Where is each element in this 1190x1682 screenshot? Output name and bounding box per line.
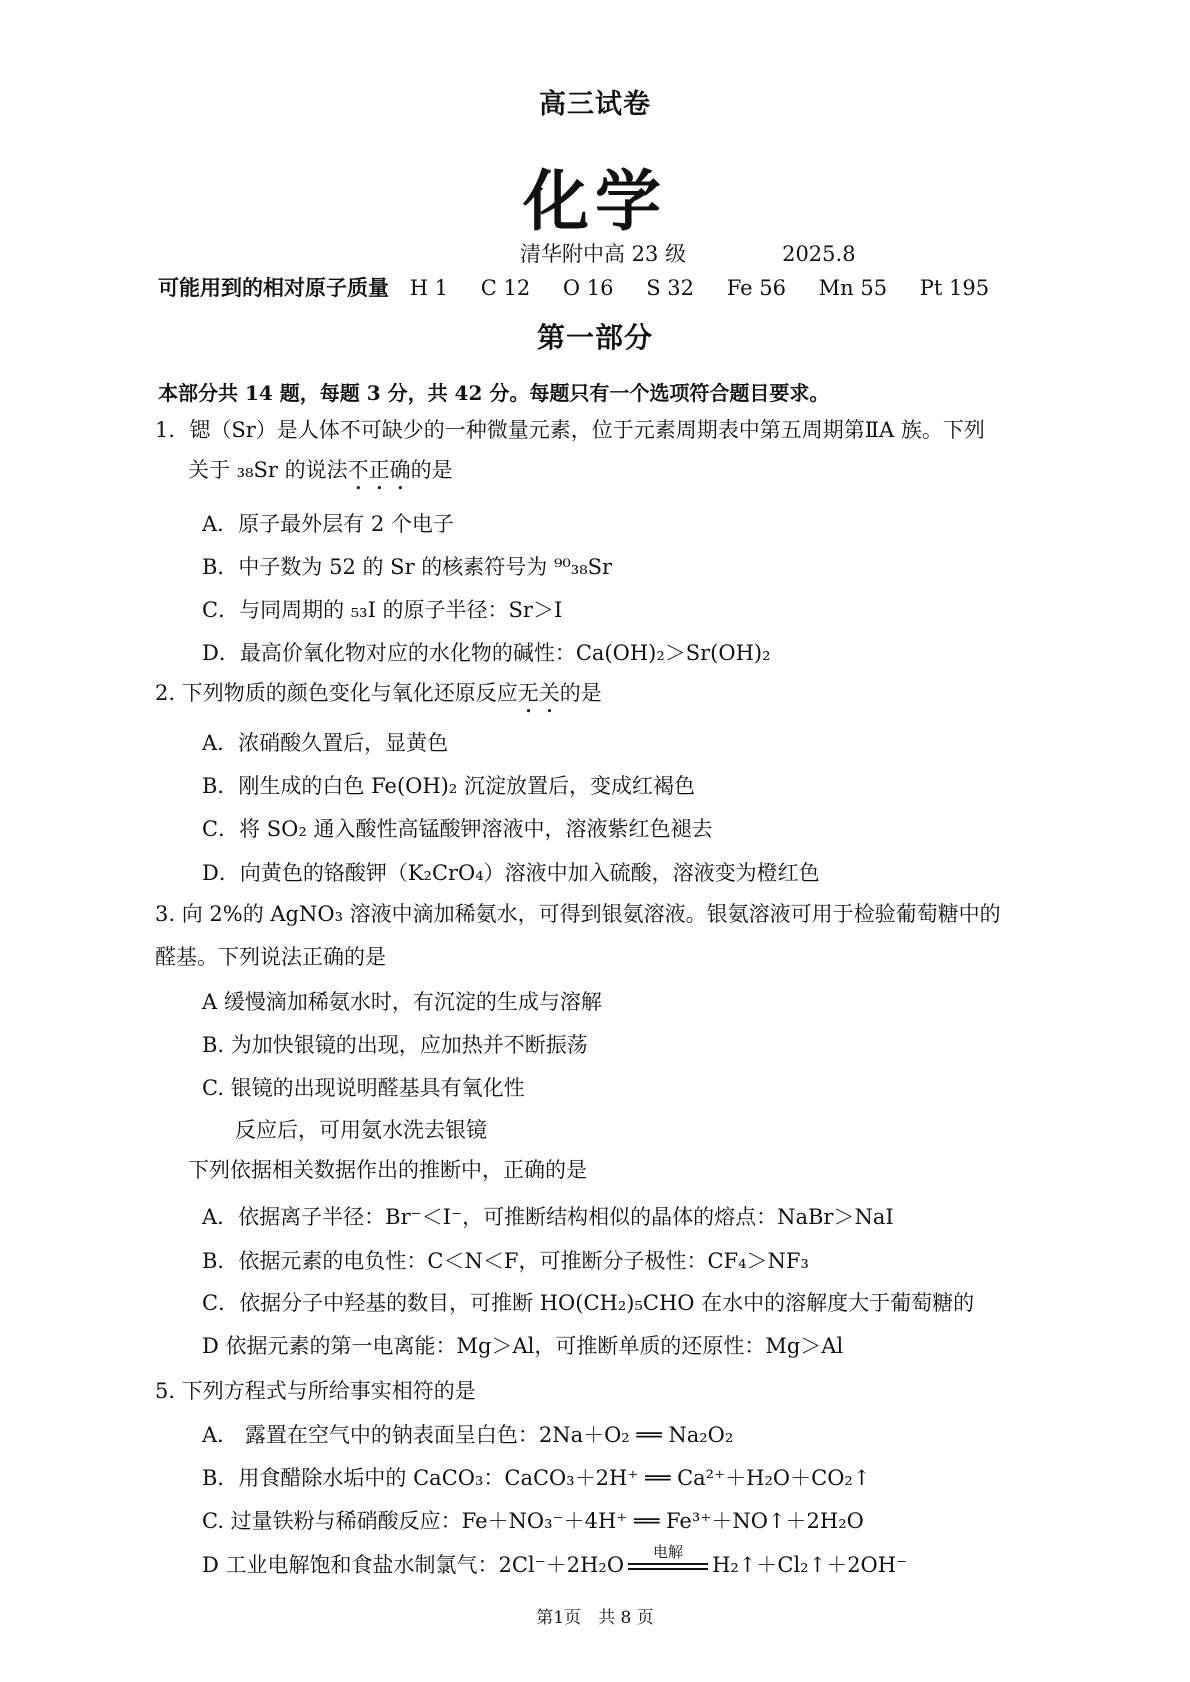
q3-option-b: B. 为加快银镜的出现，应加热并不断振荡 xyxy=(202,1033,588,1057)
electrolysis-arrow xyxy=(628,1543,708,1570)
q1-option-d: D．最高价氧化物对应的水化物的碱性：Ca(OH)₂＞Sr(OH)₂ xyxy=(202,641,771,665)
q5-d-equation-left: D 工业电解饱和食盐水制氯气：2Cl⁻＋2H₂O xyxy=(202,1553,625,1577)
q2-stem-post: 的是 xyxy=(559,681,602,705)
q5-stem: 5. 下列方程式与所给事实相符的是 xyxy=(155,1379,476,1403)
q1-stem-pre: 关于 ₃₈Sr 的说法 xyxy=(188,458,348,482)
atomic-masses xyxy=(158,272,989,302)
q4-option-a: A．依据离子半径：Br⁻＜I⁻，可推断结构相似的晶体的熔点：NaBr＞NaI xyxy=(202,1205,894,1229)
q4-stem: 下列依据相关数据作出的推断中，正确的是 xyxy=(188,1158,587,1182)
q5-option-c: C. 过量铁粉与稀硝酸反应：Fe＋NO₃⁻＋4H⁺ ══ Fe³⁺＋NO↑＋2H₂O xyxy=(202,1509,864,1533)
q4-option-d: D 依据元素的第一电离能：Mg＞Al，可推断单质的还原性：Mg＞Al xyxy=(202,1334,844,1358)
exam-date: 2025.8 xyxy=(782,242,856,266)
q1-option-c: C．与同周期的 ₅₃I 的原子半径：Sr＞I xyxy=(202,598,563,622)
atomic-mass-item: Fe 56 xyxy=(726,276,786,300)
exam-label: 高三试卷 xyxy=(539,89,651,120)
q2-option-a: A．浓硝酸久置后，显黄色 xyxy=(202,731,449,755)
q3-option-c: C. 银镜的出现说明醛基具有氧化性 xyxy=(202,1076,525,1100)
q2-stem-pre: 2. 下列物质的颜色变化与氧化还原反应 xyxy=(155,681,518,705)
q5-option-a: A． 露置在空气中的钠表面呈白色：2Na＋O₂ ══ Na₂O₂ xyxy=(202,1423,734,1447)
q3-option-d: 反应后，可用氨水洗去银镜 xyxy=(235,1118,487,1142)
q4-option-b: B．依据元素的电负性：C＜N＜F，可推断分子极性：CF₄＞NF₃ xyxy=(202,1249,809,1273)
q2-option-d: D．向黄色的铬酸钾（K₂CrO₄）溶液中加入硫酸，溶液变为橙红色 xyxy=(202,861,820,885)
q3-stem-line1: 3. 向 2%的 AgNO₃ 溶液中滴加稀氨水，可得到银氨溶液。银氨溶液可用于检验葡萄糖中的 xyxy=(155,902,1001,926)
q5-d-equation-right: H₂↑＋Cl₂↑＋2OH⁻ xyxy=(712,1553,908,1577)
atomic-mass-item: Mn 55 xyxy=(818,276,888,300)
q5-option-b: B．用食醋除水垢中的 CaCO₃：CaCO₃＋2H⁺ ══ Ca²⁺＋H₂O＋CO₂↑ xyxy=(202,1466,871,1490)
q1-stem-line2 xyxy=(188,454,453,495)
part-title: 第一部分 xyxy=(536,321,653,354)
q1-stem-post: 的是 xyxy=(410,458,453,482)
school-grade: 清华附中高 23 级 xyxy=(520,242,687,266)
page-footer: 第1页 共 8 页 xyxy=(536,1608,654,1628)
atomic-mass-item: Pt 195 xyxy=(919,276,990,300)
atomic-mass-item: C 12 xyxy=(480,276,531,300)
electrolysis-condition: 电解 xyxy=(653,1543,684,1561)
q5-option-d xyxy=(202,1543,908,1579)
q1-option-a: A．原子最外层有 2 个电子 xyxy=(202,512,454,536)
q4-option-c: C．依据分子中羟基的数目，可推断 HO(CH₂)₅CHO 在水中的溶解度大于葡萄糖的 xyxy=(202,1291,975,1315)
atomic-mass-item: S 32 xyxy=(646,276,694,300)
q2-option-c: C．将 SO₂ 通入酸性高锰酸钾溶液中，溶液紫红色褪去 xyxy=(202,817,713,841)
atomic-mass-item: H 1 xyxy=(409,276,449,300)
atomic-mass-item: O 16 xyxy=(562,276,614,300)
q2-stem xyxy=(155,677,602,718)
atomic-masses-label: 可能用到的相对原子质量 xyxy=(158,275,389,300)
subject-title: 化学 xyxy=(523,162,667,240)
q1-stem-line1: 1．锶（Sr）是人体不可缺少的一种微量元素，位于元素周期表中第五周期第ⅡA 族。下列 xyxy=(155,418,985,442)
school-date-line xyxy=(520,238,856,268)
q1-option-b: B．中子数为 52 的 Sr 的核素符号为 ⁹⁰₃₈Sr xyxy=(202,555,613,579)
part-instruction: 本部分共 14 题，每题 3 分，共 42 分。每题只有一个选项符合题目要求。 xyxy=(158,381,830,405)
q2-option-b: B．刚生成的白色 Fe(OH)₂ 沉淀放置后，变成红褐色 xyxy=(202,774,695,798)
q1-emphasis: 不正确 xyxy=(347,458,411,482)
q2-emphasis: 无关 xyxy=(517,681,560,705)
q3-option-a: A 缓慢滴加稀氨水时，有沉淀的生成与溶解 xyxy=(202,990,602,1014)
q3-stem-line2: 醛基。下列说法正确的是 xyxy=(155,945,386,969)
